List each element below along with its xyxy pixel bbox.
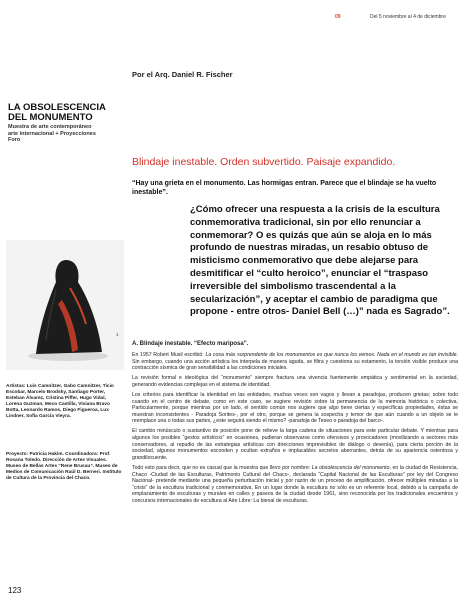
body-paragraph: Los criterios para identificar la identidad en las entidades, muchas veces son vagos y llevan a paradojas, producen grietas; sobre todo cuando en el centro de debate, como en este caso, se sugiere revisión sobre la permanencia de la memoria histórica o colectiva. Particularmente, porque mientras por un lado, el sentido común nos sugiere que algo tiene ciertas y específicas propiedades, éstas se muestran inconsistentes - Paradoja Sorites-, por el otro, porque se genera la sospecha y temor de que aún cuando a un objeto se le reemplace una o todas sus partes, ¿este seguirá siendo el mismo? -paradoja de Teseo o paradoja del barco-.: [132, 391, 458, 425]
section-subtitle: [8, 124, 143, 144]
article-headline: Blindaje inestable. Orden subvertido. Paisaje expandido.: [132, 156, 396, 168]
body-paragraph: Todo esto para decir, que no es casual que la muestra que llevo por nombre: La obsolescencia del monumento, en la ciudad de Resistencia, Chaco -Ciudad de las Esculturas, Patrimonio Cultural del Chaco-, declarada “Capital Nacional de las Esculturas” por ley del Congreso Nacional- pretende mediante una pequeña perturbación inicial y por razón de un proceso de amplificación, ofrecer múltiples miradas a la “crisis” de la escultura tradicional y conmemorativa. En un lugar donde la escultura no sólo es un referente local, debido a la campaña de emplazamiento de esculturas y murales en calles y paseos de la ciudad desde 1961, sino reconocida por los tradicionales encuentros y concursos internacionales de escultura al Aire Libre: La bienal de esculturas.: [132, 464, 458, 504]
image-caption: A. Blindaje inestable. “Efecto mariposa”.: [132, 341, 249, 347]
page-number: 123: [8, 586, 22, 595]
section-title: [8, 103, 138, 123]
section-subtitle-line: Muestra de arte contemporáneo: [8, 124, 92, 130]
event-dates: Del 5 noviembre al 4 de diciembre: [370, 14, 446, 20]
project-credits: Proyecto: Patricia Hakim. Coordinadora: Prof. Rosana Toledo. Dirección de Artes Visuales. Museo de Bellas Artes “Rene Brusau”. Museo de Medios de Comunicación Raúl D. Berneri. Instituto de Cultura de la Provincia del Chaco.: [6, 452, 122, 481]
draped-figure-image: [6, 240, 124, 370]
photo-number: 1: [116, 332, 119, 337]
section-subtitle-line: arte internacional + Proyecciones: [8, 130, 96, 137]
body-paragraph: La revisión formal e ideológica del “monumento” siempre fractura una vivencia fuertemente empática y sentimental en la sociedad, generando evidencias complejas en el sistema de identidad.: [132, 375, 458, 388]
article-body: [132, 352, 458, 508]
body-paragraph: El cambio minúsculo o sustantivo de posición pone de relieve la larga cadena de situaciones para este particular debate. Y mientras para algunos los posibles “gestos artísticos” en ocasiones, pudieran observarse como ofensivos y provocadores (movilizando a sectores más conservadores, al repudio de las estrategias artísticas con direcciones imprevisibles de diálogo o devenía), para cierta porción de la sociedad, algunos monumentos esconden y ocultan extraños e implacables secretos aberrantes, detrás de su apariencia ostentosa y grandilocuente.: [132, 428, 458, 461]
artwork-photo: [6, 240, 124, 370]
pull-quote: ¿Cómo ofrecer una respuesta a la crisis de la escultura conmemorativa tradicional, sin por ello renunciar a conmemorar? O es quizás que aún se aloja en lo más profundo de nuestras miradas, un resabio obtuso de misticismo conmemorativo que debe alejarse para desmitificar el “culto heroico”, enunciar el “traspaso irreversible del simbolismo trascendental a la secularización”, y aceptar el cambio de paradigma que propone - entre otros- Daniel Bell (…)” nada es Sagrado”.: [190, 204, 450, 318]
author-byline: Por el Arq. Daniel R. Fischer: [132, 70, 233, 79]
section-subtitle-line: Foro: [8, 137, 21, 143]
section-title-line: LA OBSOLESCENCIA: [8, 102, 106, 113]
intro-quote: “Hay una grieta en el monumento. Las hormigas entran. Parece que el blindaje se ha vuelto inestable”.: [132, 180, 437, 196]
section-title-line: DEL MONUMENTO: [8, 112, 93, 123]
artists-credits: Artistas: Luis Camnitzer, Gabo Camnitzer, Ticio Escobar, Marcelo Brodsky, Santiago Porter, Esteban Álvarez, Cristina Piffer, Hugo Vidal, Lorena Guzman, Meco Castilla, Viviana Bravo Botta, Leonardo Ramos, Diego Figueroa, Lux Lindner, Sofía García Vieyra.: [6, 384, 114, 419]
page-marker: 09: [335, 14, 341, 20]
body-paragraph: En 1957 Robert Musil escribió: La cosa más sorprendente de los monumentos es que nunca los vemos. Nada en el mundo es tan invisible. Sin embargo, cuando una acción artística los interpela de manera aguda, se filtra y cuestiona su estamento, la torsión visible produce una contracción sísmica de gran sensibilidad a las condiciones iniciales.: [132, 352, 458, 372]
